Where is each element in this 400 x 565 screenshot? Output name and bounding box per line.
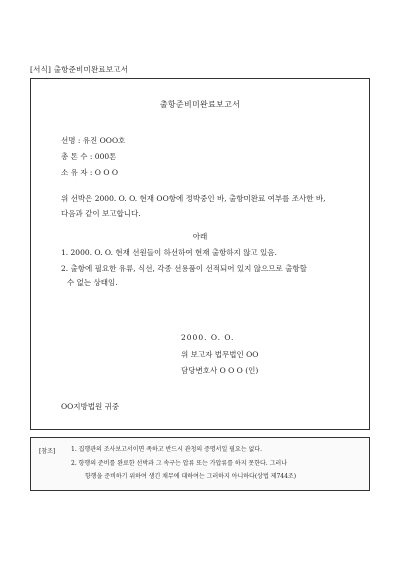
note-line: 2. 항행의 준비를 완료한 선박과 그 속구는 압류 또는 가압류를 하지 못한다. 그러나 (71, 460, 287, 467)
section-heading: 아래 (192, 232, 208, 241)
form-caption: [서식] 출항준비미완료보고서 (30, 65, 129, 74)
reporter: 위 보고자 법무법인 OO (181, 350, 259, 359)
intro-line-1: 위 선박은 2000. O. O. 현재 OO항에 정박중인 바, 출항미완료 여부를 조사한 바, (61, 194, 326, 203)
owner: 소 유 자 : O O O (61, 168, 119, 177)
gross-tonnage: 총 톤 수 : 000톤 (61, 152, 117, 161)
list-item: 2. 출항에 필요한 유류, 식선, 각종 선용품이 선적되어 있지 않으므로 출항할 (61, 264, 307, 273)
attorney-signature: 담당변호사 O O O (인) (181, 366, 259, 375)
report-box (30, 78, 370, 430)
note-line: 1. 집행관의 조사보고서이면 족하고 반드시 관청의 증명서일 필요는 없다. (71, 446, 262, 453)
list-item: 수 없는 상태임. (67, 278, 118, 287)
report-title: 출항준비미완료보고서 (159, 100, 241, 109)
intro-line-2: 다음과 같이 보고합니다. (61, 209, 141, 218)
note-line: 항행을 준비하기 위하여 생긴 채무에 대하여는 그러하지 아니하다(상법 제744조) (85, 473, 297, 480)
note-tag: [참조] (39, 448, 56, 455)
list-item: 1. 2000. O. O. 현재 선원들이 하선하여 현재 출항하지 않고 있음. (61, 248, 277, 257)
report-date: 2000. O. O. (181, 333, 235, 342)
addressee: OO지방법원 귀중 (61, 402, 120, 411)
vessel-name: 선명 : 유진 OOO호 (61, 136, 126, 145)
reference-note (30, 437, 370, 491)
